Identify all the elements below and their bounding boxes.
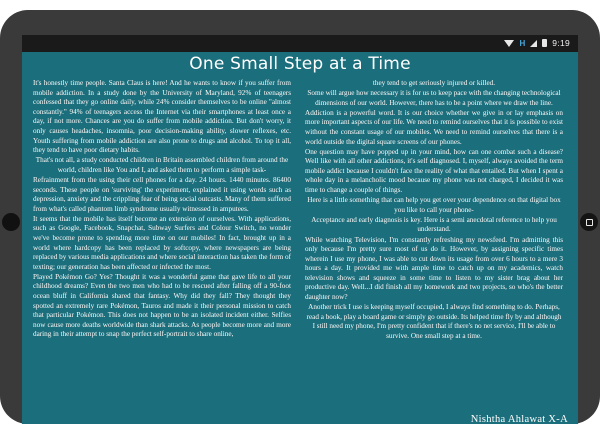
paragraph: they tend to get seriously injured or killed. <box>372 79 496 87</box>
paragraph: Acceptance and early diagnosis is key. Here is a semi anecdotal reference to help you understand. <box>311 215 557 234</box>
status-icons <box>504 38 570 48</box>
paragraph: Played Pokémon Go? Yes? Thought it was a wonderful game that gave life to all your childhood dreams? Even the two men who had to be rescued after falling off a 90-foot ocean bluff in California shared that fantasy. Why did they fall? They thought they spotted an extremely rare Pokémon, Tauros and made it their personal mission to catch that particular Pokémon. This does not happen to be an isolated incident either. Selfies now cause more deaths worldwide than shark attacks. As people become more and more daring in their attempt to snap the perfect self-portrait to share online, <box>33 272 291 339</box>
paragraph: One question may have popped up in your mind, how can one combat such a disease? Well like with all other addictions, it's self diagnosed. I, myself, always avoided the term mobile addict because I couldn't face the reality of what that entailed. But when I spent a whole day in a melancholic mood because my phone was not charged, I decided it was time to change a couple of things. <box>305 147 563 195</box>
signal-icon <box>530 40 537 47</box>
paragraph: While watching Television, I'm constantly refreshing my newsfeed. I'm admitting this only because I'm pretty sure most of us do it. However, by assigning specific times wherein I use my phone, I was able to cut down its usage from over 6 hours to a mere 3 hours a day. It provided me with ample time to catch up on my academics, watch television shows and squeeze in some time to listen to my sister brag about her productive day. Well...I did finish all my homework and two projects, so who's the better daughter now? <box>305 235 563 302</box>
paragraph: Another trick I use is keeping myself occupied, I always find something to do. Perhaps, read a book, play a board game or simply go outside. Its helped time fly by and although I still need my phone, I'm pretty confident that if there's no net service, I'll be able to survive. One small step at a time. <box>306 303 562 340</box>
tablet-frame <box>0 10 600 424</box>
paragraph: Addiction is a powerful word. It is our choice whether we give in or lay emphasis on more important aspects of our life. We need to remind ourselves that it is possible to exist without the constant usage of our mobiles. We need to remind ourselves that there is a world outside the digital square screens of our phones. <box>305 108 563 146</box>
paragraph: Some will argue how necessary it is for us to keep pace with the changing technological dimensions of our world. However, there has to be a point where we draw the line. <box>307 89 561 107</box>
right-column <box>305 79 563 342</box>
author-byline: Nishtha Ahlawat X-A <box>470 414 568 424</box>
recent-apps-button[interactable] <box>580 213 598 231</box>
network-type: H <box>519 38 526 48</box>
left-column <box>33 79 291 341</box>
battery-icon <box>542 39 547 47</box>
paragraph: It's honestly time people. Santa Claus is here! And he wants to know if you suffer from mobile addiction. In a study done by the University of Maryland, 92% of teenagers confessed that they go online daily, while 24% consider themselves to be online "almost constantly." 94% of teenagers access the Internet via their smartphones at least once a day, if not more. Chances are you do suffer from mobile addiction. But don't worry, it only causes headaches, insomnia, poor decision-making ability, slower reflexes, etc. Youth suffering from mobile addiction are also prone to drugs and alcohol. To top it all, they tend to have poor dietary habits. <box>33 79 291 155</box>
paragraph: Refrainment from the using their cell phones for a day. 24 hours. 1440 minutes. 86400 seconds. These people on 'surviving' the experiment, explained it using words such as depression, anxiety and the crippling fear of being social outcasts. Many of them suffered from what's called phantom limb syndrome usually witnessed in amputees. <box>33 175 291 213</box>
paragraph: That's not all, a study conducted children in Britain assembled children from around the world, children like You and I, and asked them to perform a simple task- <box>35 156 289 174</box>
wifi-icon <box>504 40 514 47</box>
square-icon <box>586 219 593 226</box>
clock: 9:19 <box>552 38 570 48</box>
status-bar <box>22 35 578 52</box>
paragraph: Here is a little something that can help you get over your dependence on that digital box you like to call your phone- <box>307 196 561 214</box>
article-title: One Small Step at a Time <box>189 54 411 74</box>
camera-icon <box>2 213 20 231</box>
paragraph: It seems that the mobile has itself become an extension of ourselves. With applications, such as Google, Facebook, Snapchat, Subway Surfers and Colour Switch, no wonder we've become prone to spending more time on our mobiles! In fact, brought up in a world where hardcopy has been replaced by softcopy, where newspapers are being replaced by various media applications and where social interaction has taken the form of texting; our generation has been affected or infected the most. <box>33 214 291 271</box>
screen <box>22 35 578 424</box>
